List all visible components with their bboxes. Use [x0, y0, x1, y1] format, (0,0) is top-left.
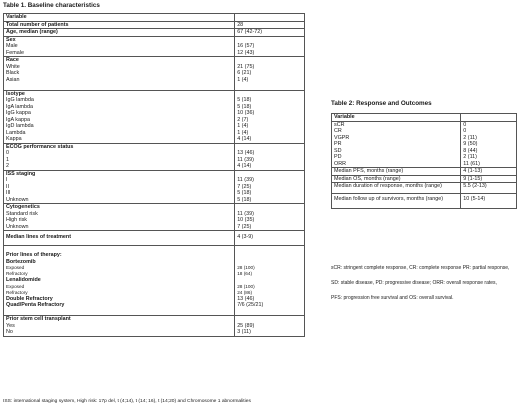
table-row — [332, 121, 517, 168]
table-row — [4, 21, 305, 29]
row-value: 13 (46) — [237, 150, 255, 156]
header-variable: Variable — [4, 14, 235, 22]
row-label: White — [6, 63, 20, 70]
row-value: 2 (7) — [237, 116, 249, 123]
table1-title: Table 1. Baseline characteristics — [3, 2, 100, 9]
row-value: 6 (21) — [237, 70, 252, 76]
table-row — [332, 183, 517, 194]
row-value: 1 (4) — [237, 76, 249, 83]
row-value: 11 (39) — [237, 177, 254, 183]
table2-note-3: PFS: progression free survival and OS: overall survival. — [331, 295, 454, 301]
row-value: 12 (43) — [237, 49, 255, 56]
row-value: 5 (18) — [237, 103, 252, 110]
row-label: Asian — [6, 76, 20, 83]
row-label: Exposed — [6, 283, 25, 289]
row-label: ORR — [334, 160, 346, 167]
followup-value: 10 (5-14) — [461, 193, 517, 209]
table-row — [4, 170, 305, 204]
row-label: Kappa — [6, 136, 22, 142]
race-heading: Race — [6, 57, 19, 63]
table-row — [332, 114, 517, 122]
table-row — [4, 245, 305, 316]
ecog-heading: ECOG performance status — [6, 143, 74, 150]
median-lines-label: Median lines of treatment — [4, 231, 235, 246]
table-row — [332, 168, 517, 176]
table2-note-1: sCR: stringent complete response, CR: complete response PR: partial response, — [331, 265, 510, 271]
sex-heading: Sex — [6, 36, 16, 43]
row-label: VGPR — [334, 134, 350, 141]
row-label: PD — [334, 154, 342, 160]
double-refractory-label: Double Refractory — [6, 295, 53, 302]
row-label: SD — [334, 147, 342, 154]
quad-refractory-label: Quad/Penta Refractory — [6, 302, 65, 308]
total-value: 28 — [235, 21, 305, 29]
row-value: 11 (39) — [237, 156, 254, 163]
row-label: CR — [334, 128, 342, 134]
row-label: Refractory — [6, 289, 28, 295]
row-label: Black — [6, 70, 20, 76]
row-value: 5 (18) — [237, 97, 252, 103]
table-row — [4, 143, 305, 170]
table-row — [4, 14, 305, 22]
row-label: IgG kappa — [6, 110, 31, 116]
row-value: 7 (25) — [237, 223, 252, 230]
row-value: 1 (4) — [237, 123, 249, 129]
row-value: 4 (14) — [237, 136, 252, 142]
row-label: IgD lambda — [6, 123, 34, 129]
row-value: 2 (11) — [463, 154, 477, 160]
row-value: 5 (18) — [237, 190, 252, 196]
row-value: 0 — [463, 128, 467, 134]
row-value: 2 (11) — [463, 134, 477, 141]
row-value: 4 (14) — [237, 163, 252, 169]
bortezomib-label: Bortezomib — [6, 258, 36, 265]
row-value: 21 (75) — [237, 63, 255, 70]
row-value: 11 (61) — [463, 160, 480, 167]
row-value: 10 (36) — [237, 110, 255, 116]
row-value: 10 (35) — [237, 217, 255, 223]
table-row — [332, 175, 517, 183]
table1-footnote: ISS: international staging system, High risk: 17p del, t (4;14), t (14; 16), t (14;20) and Chromosome 1 abnormalities — [3, 399, 251, 404]
os-label: Median OS, months (range) — [332, 175, 461, 183]
row-value: 11 (39) — [237, 210, 254, 217]
table-row — [4, 29, 305, 37]
row-label: IgG lambda — [6, 97, 34, 103]
row-value: 0 — [463, 121, 467, 128]
baseline-characteristics-table — [3, 13, 305, 337]
row-label: 2 — [6, 163, 9, 169]
row-label: Standard risk — [6, 210, 38, 217]
row-label: Unknown — [6, 196, 29, 203]
row-label: Refractory — [6, 271, 28, 276]
row-value: 18 (64) — [237, 271, 253, 276]
row-label: II — [6, 183, 9, 190]
row-value: 1 (4) — [237, 129, 249, 136]
row-label: IgA lambda — [6, 103, 33, 110]
table-row — [4, 90, 305, 143]
cyto-heading: Cytogenetics — [6, 204, 40, 210]
table-row — [4, 36, 305, 57]
response-outcomes-table — [331, 113, 517, 209]
header-variable: Variable — [332, 114, 461, 122]
duration-value: 5.5 (2-13) — [461, 183, 517, 194]
total-label: Total number of patients — [4, 21, 235, 29]
iss-heading: ISS staging — [6, 170, 36, 177]
median-lines-value: 4 (3-9) — [235, 231, 305, 246]
row-label: Exposed — [6, 265, 25, 270]
row-label: sCR — [334, 121, 345, 128]
row-label: I — [6, 177, 8, 183]
row-value: 13 (46) — [237, 295, 255, 302]
row-value: 7/6 (25/21) — [237, 302, 264, 308]
duration-label: Median duration of response, months (range) — [332, 183, 461, 194]
row-value: 25 (89) — [237, 322, 255, 329]
row-value: 16 (57) — [237, 43, 255, 49]
row-label: Unknown — [6, 223, 29, 230]
row-value: 7 (25) — [237, 183, 252, 190]
row-value: 3 (11) — [237, 329, 251, 335]
row-value: 9 (50) — [463, 141, 478, 147]
row-value: 24 (86) — [237, 289, 253, 295]
sct-heading: Prior stem cell transplant — [6, 316, 71, 322]
row-value: 28 (100) — [237, 265, 255, 270]
table2-note-2: SD: stable disease, PD: progressive disease; ORR: overall response rates, — [331, 280, 497, 286]
row-label: Lambda — [6, 129, 26, 136]
table-row — [4, 316, 305, 337]
pfs-value: 4 (1-13) — [461, 168, 517, 176]
lenalidomide-label: Lenalidomide — [6, 277, 41, 283]
row-label: IgA kappa — [6, 116, 30, 123]
row-label: Male — [6, 43, 18, 49]
age-label: Age, median (range) — [4, 29, 235, 37]
table-row — [4, 231, 305, 246]
row-label: Yes — [6, 322, 15, 329]
followup-label: Median follow up of survivors, months (range) — [332, 193, 461, 209]
row-label: High risk — [6, 217, 27, 223]
row-label: III — [6, 190, 11, 196]
table-row — [4, 57, 305, 91]
row-value: 8 (44) — [463, 147, 478, 154]
table2-title: Table 2: Response and Outcomes — [331, 100, 432, 107]
prior-heading: Prior lines of therapy: — [6, 252, 62, 258]
row-label: 0 — [6, 150, 9, 156]
pfs-label: Median PFS, months (range) — [332, 168, 461, 176]
os-value: 9 (1-15) — [461, 175, 517, 183]
table-row — [332, 193, 517, 209]
isotype-heading: Isotype — [6, 90, 25, 97]
row-label: Female — [6, 49, 24, 56]
row-label: No — [6, 329, 13, 335]
age-value: 67 (42-72) — [235, 29, 305, 37]
row-value: 28 (100) — [237, 283, 255, 289]
row-label: PR — [334, 141, 342, 147]
row-value: 5 (18) — [237, 196, 252, 203]
row-label: 1 — [6, 156, 9, 163]
table-row — [4, 204, 305, 231]
